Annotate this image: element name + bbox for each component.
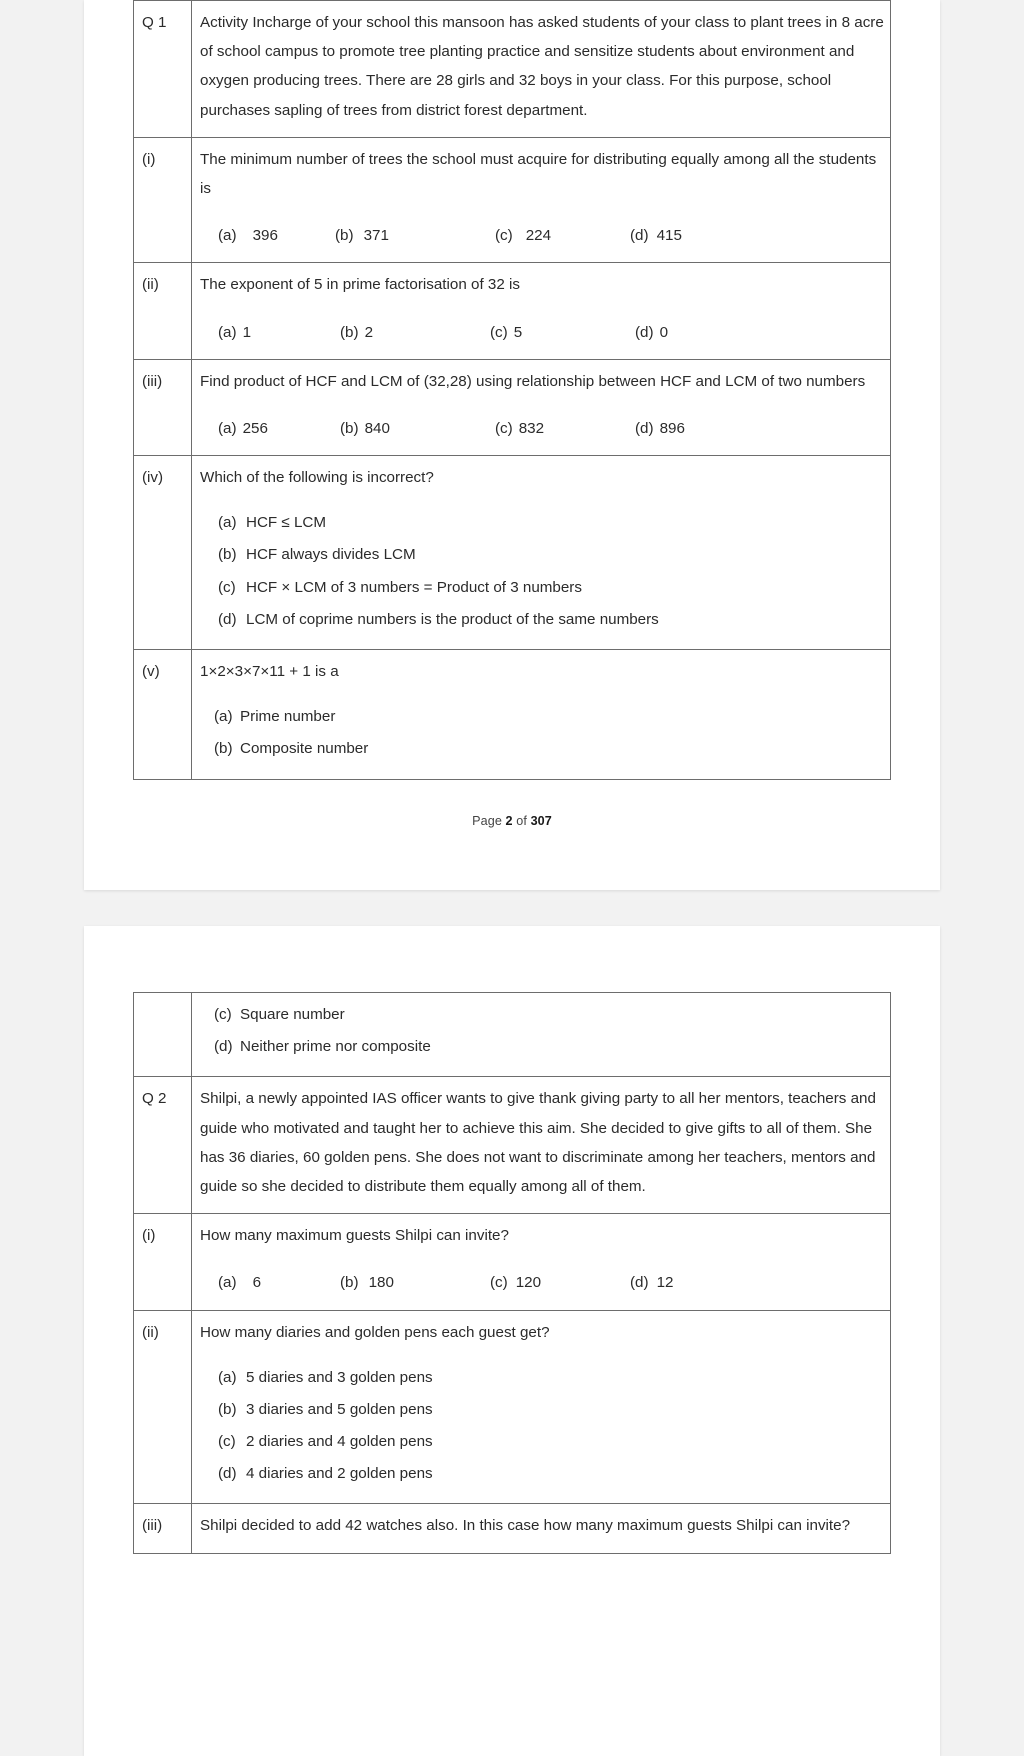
page-footer-prefix: Page — [472, 813, 506, 828]
option-item[interactable] — [635, 414, 685, 443]
option-label: 5 diaries and 3 golden pens — [246, 1368, 433, 1386]
option-label: 6 — [252, 1274, 262, 1292]
row-label: (v) — [134, 650, 192, 780]
question-table-page-2 — [133, 992, 891, 1554]
option-row — [200, 221, 884, 250]
question-text: 1×2×3×7×11 + 1 is a — [200, 663, 339, 680]
option-item[interactable] — [200, 1032, 884, 1061]
question-text: Shilpi decided to add 42 watches also. In this case how many maximum guests Shilpi can invite? — [200, 1517, 851, 1535]
option-item[interactable] — [495, 221, 630, 250]
option-row — [200, 318, 884, 347]
option-tag: (d) — [218, 1465, 237, 1483]
row-body — [192, 137, 891, 263]
row-label: (ii) — [134, 263, 192, 359]
option-label: 832 — [518, 419, 545, 437]
option-tag: (d) — [218, 610, 237, 628]
option-label: 2 diaries and 4 golden pens — [246, 1433, 433, 1451]
option-tag: (c) — [495, 419, 513, 437]
table-row — [134, 456, 891, 650]
option-item[interactable] — [200, 318, 340, 347]
row-label: Q 2 — [134, 1077, 192, 1214]
row-body — [192, 263, 891, 359]
option-item[interactable] — [635, 318, 668, 347]
page-2-sheet — [133, 926, 891, 1554]
option-item[interactable] — [200, 1363, 884, 1392]
option-tag: (b) — [218, 1400, 237, 1418]
row-body — [192, 1077, 891, 1214]
option-item[interactable] — [200, 734, 884, 763]
option-list — [200, 1000, 884, 1061]
table-row — [134, 137, 891, 263]
option-label: 396 — [252, 227, 278, 245]
row-label: (ii) — [134, 1310, 192, 1504]
table-row — [134, 1504, 891, 1553]
page-footer-total: 307 — [530, 813, 552, 828]
option-label: 1 — [242, 323, 252, 341]
option-label: 840 — [364, 419, 390, 437]
option-tag: (c) — [218, 578, 236, 596]
option-label: 2 — [364, 323, 374, 341]
option-tag: (c) — [495, 227, 513, 245]
option-item[interactable] — [200, 1427, 884, 1456]
option-item[interactable] — [200, 573, 884, 602]
question-table-page-1 — [133, 0, 891, 780]
option-item[interactable] — [200, 540, 884, 569]
option-label: 415 — [656, 227, 682, 245]
option-label: HCF × LCM of 3 numbers = Product of 3 numbers — [246, 578, 582, 596]
option-tag: (a) — [218, 227, 237, 245]
option-item[interactable] — [340, 318, 490, 347]
row-body — [192, 1214, 891, 1310]
option-tag: (b) — [340, 1274, 359, 1292]
option-item[interactable] — [200, 1268, 340, 1297]
table-row — [134, 1, 891, 138]
option-tag: (a) — [218, 419, 237, 437]
option-row — [200, 1268, 884, 1297]
option-tag: (a) — [218, 323, 237, 341]
option-label: 4 diaries and 2 golden pens — [246, 1465, 433, 1483]
option-list — [200, 702, 884, 763]
option-label: LCM of coprime numbers is the product of the same numbers — [246, 610, 659, 628]
table-row — [134, 993, 891, 1077]
row-body — [192, 650, 891, 780]
option-label: 5 — [513, 323, 523, 341]
row-label: (i) — [134, 137, 192, 263]
option-item[interactable] — [490, 318, 635, 347]
page-footer-middle: of — [512, 813, 531, 828]
page-1-sheet — [133, 0, 891, 858]
option-list — [200, 508, 884, 634]
row-body — [192, 456, 891, 650]
row-label: (iii) — [134, 1504, 192, 1553]
option-row — [200, 414, 884, 443]
question-text: Activity Incharge of your school this mansoon has asked students of your class to plant trees in 8 acre of school campus to promote tree planting practice and sensitize students about environment and oxygen producing trees. There are 28 girls and 32 boys in your class. For this purpose, school purchases sapling of trees from district forest department. — [200, 14, 884, 119]
page-separator — [0, 890, 1024, 926]
option-item[interactable] — [200, 508, 884, 537]
option-item[interactable] — [200, 605, 884, 634]
option-item[interactable] — [200, 414, 340, 443]
row-label: (iv) — [134, 456, 192, 650]
option-tag: (c) — [214, 1006, 232, 1023]
option-label: 120 — [515, 1274, 542, 1292]
option-label: HCF always divides LCM — [246, 546, 416, 564]
table-row — [134, 1077, 891, 1214]
option-label: 224 — [525, 227, 552, 245]
option-label: HCF ≤ LCM — [246, 514, 327, 532]
question-text: Which of the following is incorrect? — [200, 469, 434, 487]
option-item[interactable] — [630, 1268, 673, 1297]
option-item[interactable] — [200, 221, 335, 250]
row-label: (iii) — [134, 359, 192, 455]
row-label: (i) — [134, 1214, 192, 1310]
option-tag: (c) — [490, 323, 508, 341]
row-label — [134, 993, 192, 1077]
option-label: 12 — [656, 1274, 674, 1292]
row-body — [192, 1310, 891, 1504]
option-label: Composite number — [240, 740, 369, 758]
option-item[interactable] — [335, 221, 495, 250]
option-item[interactable] — [495, 414, 635, 443]
option-tag: (a) — [218, 1368, 237, 1386]
row-body — [192, 359, 891, 455]
question-text: The exponent of 5 in prime factorisation of 32 is — [200, 276, 520, 294]
table-row — [134, 1310, 891, 1504]
row-body — [192, 993, 891, 1077]
document-page-2 — [84, 926, 940, 1756]
option-item[interactable] — [200, 1395, 884, 1424]
option-item[interactable] — [200, 1459, 884, 1488]
option-label: 371 — [363, 227, 389, 245]
page-footer-current: 2 — [505, 813, 513, 828]
row-body — [192, 1504, 891, 1553]
table-row — [134, 1214, 891, 1310]
option-label: Prime number — [240, 708, 336, 726]
option-tag: (a) — [218, 514, 237, 532]
option-tag: (a) — [218, 1274, 237, 1292]
option-item[interactable] — [200, 702, 884, 731]
option-tag: (c) — [218, 1433, 236, 1451]
question-text: Shilpi, a newly appointed IAS officer wants to give thank giving party to all her mentors, teachers and guide who motivated and taught her to achieve this aim. She decided to give gifts to all of them. She has 36 diaries, 60 golden pens. She does not want to discriminate among her teachers, mentors and guide so she decided to distribute them equally among all of them. — [200, 1090, 876, 1195]
question-text: How many diaries and golden pens each guest get? — [200, 1323, 550, 1341]
question-text: How many maximum guests Shilpi can invite? — [200, 1227, 509, 1245]
option-tag: (d) — [214, 1038, 233, 1056]
question-text: The minimum number of trees the school must acquire for distributing equally among all the students is — [200, 150, 877, 197]
option-item[interactable] — [630, 221, 682, 250]
option-label: 3 diaries and 5 golden pens — [246, 1400, 433, 1418]
option-label: 0 — [659, 323, 669, 341]
table-row — [134, 359, 891, 455]
option-label: 256 — [242, 419, 268, 437]
option-tag: (c) — [490, 1274, 508, 1292]
option-label: 896 — [659, 419, 685, 437]
option-tag: (b) — [340, 419, 359, 437]
option-item[interactable] — [490, 1268, 630, 1297]
table-row — [134, 650, 891, 780]
option-tag: (b) — [340, 323, 359, 341]
option-tag: (d) — [635, 419, 654, 437]
option-tag: (a) — [214, 708, 233, 726]
question-text: Find product of HCF and LCM of (32,28) using relationship between HCF and LCM of two numbers — [200, 372, 866, 390]
option-tag: (d) — [635, 323, 654, 341]
row-body — [192, 1, 891, 138]
option-tag: (d) — [630, 227, 649, 245]
option-tag: (b) — [214, 740, 233, 758]
table-row — [134, 263, 891, 359]
option-tag: (b) — [335, 227, 354, 245]
option-label: 180 — [368, 1274, 394, 1292]
page-footer — [133, 780, 891, 858]
row-label: Q 1 — [134, 1, 192, 138]
option-tag: (b) — [218, 546, 237, 564]
option-label: Neither prime nor composite — [240, 1038, 431, 1056]
option-item[interactable] — [340, 1268, 490, 1297]
option-item[interactable] — [200, 1000, 884, 1029]
option-tag: (d) — [630, 1274, 649, 1292]
option-item[interactable] — [340, 414, 495, 443]
option-list — [200, 1363, 884, 1489]
option-label: Square number — [240, 1006, 345, 1023]
document-page-1 — [84, 0, 940, 890]
